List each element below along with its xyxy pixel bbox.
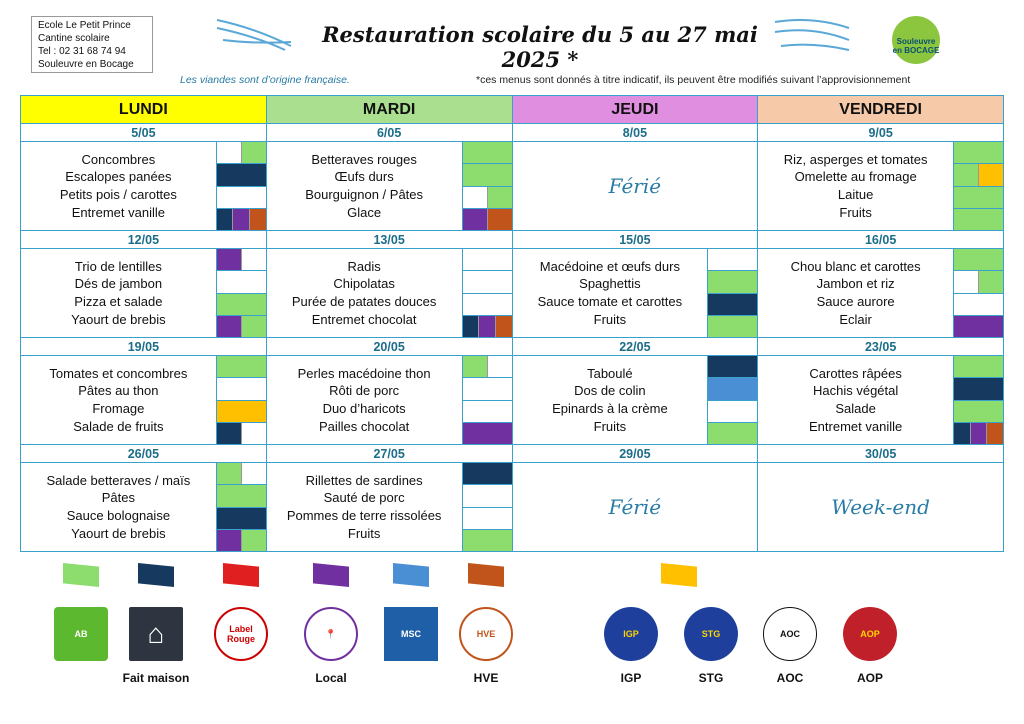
dish-item: Concombres (81, 151, 156, 167)
label-color-tags (216, 142, 266, 230)
dish-item: Yaourt de brebis (71, 311, 166, 327)
dish-item: Macédoine et œufs durs (539, 258, 680, 274)
label-tag-bio (954, 401, 1003, 422)
dish-item: Betteraves rouges (311, 151, 417, 167)
menu-cell (266, 249, 512, 338)
label-tag-white (217, 378, 266, 399)
dish-item: Fruits (593, 311, 627, 327)
label-tag-hve (495, 316, 512, 337)
dish-item: Eclair (839, 311, 872, 327)
legend-label: HVE (473, 671, 499, 685)
label-tag-white (463, 271, 512, 292)
dish-item: Chipolatas (333, 276, 395, 292)
label-tag-bio (217, 463, 241, 484)
label-tag-bio (954, 356, 1003, 377)
label-tag-white (217, 271, 266, 292)
date-cell: 27/05 (266, 445, 512, 463)
label-color-tags (216, 463, 266, 551)
dish-item: Fromage (92, 401, 145, 416)
label-tag-white (463, 249, 512, 270)
legend-flag (223, 563, 259, 587)
meat-origin-note: Les viandes sont d’origine française. (180, 74, 350, 86)
label-color-tags (462, 142, 512, 230)
label-color-tags (953, 142, 1003, 230)
menu-cell (512, 356, 758, 445)
menu-cell (758, 463, 1004, 552)
label-tag-white (708, 249, 757, 270)
label-color-tags (707, 356, 757, 444)
legend-label: AOP (856, 671, 883, 685)
menu-cell (758, 142, 1004, 231)
dish-item: Pâtes (101, 490, 135, 506)
label-tag-bio (954, 249, 1003, 270)
label-tag-bio (978, 271, 1003, 292)
label-tag-bio (217, 485, 266, 506)
dish-item: Rillettes de sardines (305, 472, 423, 488)
label-tag-msc (708, 378, 757, 399)
menu-table (20, 95, 1004, 552)
label-tag-hve (487, 209, 512, 230)
dish-item: Pommes de terre rissolées (286, 508, 442, 523)
dish-item: Pizza et salade (74, 294, 163, 309)
day-header-thursday: JEUDI (512, 96, 758, 124)
label-tag-white (708, 401, 757, 422)
menu-cell (21, 249, 267, 338)
dish-item: Sauce aurore (816, 294, 895, 309)
certification-logo-icon: Label Rouge (214, 607, 268, 661)
dish-item: Entremet chocolat (311, 311, 417, 327)
date-cell: 30/05 (758, 445, 1004, 463)
menu-cell (21, 142, 267, 231)
label-tag-local (217, 530, 241, 551)
dish-list (267, 142, 462, 230)
dish-list (21, 356, 216, 444)
menu-cell (512, 249, 758, 338)
label-tag-igp (217, 401, 266, 422)
dish-item: Salade (835, 401, 876, 416)
label-tag-maison (217, 423, 241, 444)
label-tag-local (954, 316, 1003, 337)
date-cell: 20/05 (266, 338, 512, 356)
date-cell: 26/05 (21, 445, 267, 463)
dish-item: Perles macédoine thon (297, 365, 431, 381)
menu-cell (758, 356, 1004, 445)
legend-item (830, 563, 910, 685)
label-tag-hve (249, 209, 266, 230)
dish-item: Chou blanc et carottes (790, 258, 921, 274)
label-tag-white (487, 356, 512, 377)
wave-decoration-right (773, 14, 853, 54)
label-tag-bio (487, 187, 512, 208)
legend-flag (313, 563, 349, 587)
label-tag-bio (217, 294, 266, 315)
school-info-box (31, 16, 153, 73)
label-tag-white (217, 142, 241, 163)
school-phone: Tel : 02 31 68 74 94 (38, 46, 126, 57)
dish-item: Sauce bolognaise (66, 508, 171, 523)
dish-item: Tomates et concombres (49, 365, 188, 381)
label-tag-bio (954, 209, 1003, 230)
label-tag-white (217, 187, 266, 208)
menu-cell (266, 142, 512, 231)
label-tag-local (463, 423, 512, 444)
label-tag-maison (463, 463, 512, 484)
label-tag-bio (708, 316, 757, 337)
label-tag-bio (463, 142, 512, 163)
dish-item: Pâtes au thon (78, 383, 159, 399)
dish-list (21, 463, 216, 551)
label-color-tags (462, 249, 512, 337)
date-cell: 16/05 (758, 231, 1004, 249)
label-tag-bio (708, 423, 757, 444)
label-color-tags (462, 356, 512, 444)
dish-list (21, 142, 216, 230)
legend-label: AOC (776, 671, 804, 685)
menu-cell (512, 463, 758, 552)
school-town: Souleuvre en Bocage (38, 59, 134, 70)
legend-item (201, 563, 281, 661)
dish-item: Pailles chocolat (318, 418, 410, 434)
date-cell: 6/05 (266, 124, 512, 142)
dish-item: Salade de fruits (73, 418, 164, 434)
dish-item: Hachis végétal (812, 383, 899, 399)
label-color-tags (216, 356, 266, 444)
menu-cell (512, 142, 758, 231)
label-tag-white (241, 249, 266, 270)
label-tag-maison (463, 316, 479, 337)
dish-item: Bourguignon / Pâtes (305, 187, 424, 202)
dish-item: Petits pois / carottes (59, 187, 177, 202)
label-tag-maison (954, 378, 1003, 399)
label-color-tags (953, 249, 1003, 337)
label-tag-local (463, 209, 487, 230)
certification-logo-icon: AB (54, 607, 108, 661)
dish-item: Trio de lentilles (74, 258, 162, 274)
label-tag-bio (954, 142, 1003, 163)
dish-item: Fruits (347, 525, 381, 541)
label-tag-white (463, 485, 512, 506)
dish-item: Epinards à la crème (552, 401, 668, 416)
dish-item: Glace (347, 204, 382, 220)
legend-item (750, 563, 830, 685)
school-subtitle: Cantine scolaire (38, 33, 110, 44)
label-color-tags (216, 249, 266, 337)
dish-item: Omelette au fromage (794, 169, 917, 185)
legend-item (446, 563, 526, 685)
label-tag-maison (217, 508, 266, 529)
legend-label: Fait maison (122, 671, 190, 685)
menu-cell (21, 356, 267, 445)
dish-item: Œufs durs (334, 169, 394, 185)
label-tag-white (954, 294, 1003, 315)
dish-item: Sauté de porc (323, 490, 405, 506)
label-tag-igp (978, 164, 1003, 185)
legend-flag (661, 563, 697, 587)
dish-list (21, 249, 216, 337)
date-cell: 19/05 (21, 338, 267, 356)
legend-flag (468, 563, 504, 587)
label-tag-maison (708, 294, 757, 315)
label-tag-bio (241, 142, 266, 163)
dish-item: Spaghettis (579, 276, 641, 292)
dish-item: Taboulé (587, 365, 633, 381)
certification-logo-icon: AOC (763, 607, 817, 661)
label-tag-bio (954, 164, 978, 185)
legend-item (671, 563, 751, 685)
page-title: Restauration scolaire du 5 au 27 mai 2025 * (322, 22, 758, 72)
school-name: Ecole Le Petit Prince (38, 20, 131, 31)
legend-flag (393, 563, 429, 587)
legend-flag (138, 563, 174, 587)
label-tag-hve (986, 423, 1003, 444)
label-tag-white (463, 508, 512, 529)
label-tag-local (478, 316, 495, 337)
date-cell: 13/05 (266, 231, 512, 249)
label-tag-white (463, 378, 512, 399)
day-header-tuesday: MARDI (266, 96, 512, 124)
certification-logo-icon: AOP (843, 607, 897, 661)
dish-list (267, 356, 462, 444)
label-tag-white (463, 401, 512, 422)
legend-label: Local (315, 671, 347, 685)
label-tag-local (217, 249, 241, 270)
dish-item: Fruits (839, 204, 872, 220)
certification-logo-icon: IGP (604, 607, 658, 661)
label-tag-local (970, 423, 987, 444)
certification-logo-icon: STG (684, 607, 738, 661)
label-tag-bio (241, 530, 266, 551)
dish-item: Dés de jambon (74, 276, 163, 292)
day-header-monday: LUNDI (21, 96, 267, 124)
dish-item: Laitue (837, 187, 874, 202)
label-tag-white (463, 294, 512, 315)
dish-item: Rôti de porc (329, 383, 400, 399)
dish-item: Radis (347, 258, 381, 274)
special-day-label: Férié (608, 495, 662, 519)
date-cell: 9/05 (758, 124, 1004, 142)
menu-cell (266, 463, 512, 552)
dish-item: Fruits (593, 418, 627, 434)
legend-label: STG (698, 671, 724, 685)
label-color-tags (462, 463, 512, 551)
souleuvre-logo: Souleuvre en BOCAGE (892, 16, 940, 64)
legend-item (291, 563, 371, 685)
dish-item: Dos de colin (574, 383, 646, 399)
legend-item (41, 563, 121, 661)
label-tag-white (241, 463, 266, 484)
disclaimer-note: *ces menus sont donnés à titre indicatif, ils peuvent être modifiés suivant l’approvisionnement (476, 74, 911, 86)
dish-list (513, 249, 708, 337)
dish-list (267, 463, 462, 551)
dish-item: Escalopes panées (65, 169, 172, 185)
date-cell: 5/05 (21, 124, 267, 142)
special-day-label: Férié (608, 174, 662, 198)
legend-item (591, 563, 671, 685)
label-tag-maison (217, 164, 266, 185)
label-tag-local (232, 209, 249, 230)
label-tag-bio (217, 356, 266, 377)
date-cell: 29/05 (512, 445, 758, 463)
legend-label: IGP (620, 671, 642, 685)
dish-item: Purée de patates douces (291, 294, 437, 309)
label-tag-bio (954, 187, 1003, 208)
menu-cell (21, 463, 267, 552)
menu-cell (266, 356, 512, 445)
legend-msc (371, 563, 451, 661)
date-cell: 22/05 (512, 338, 758, 356)
dish-item: Jambon et riz (816, 276, 895, 292)
label-tag-maison (954, 423, 970, 444)
dish-item: Duo d’haricots (322, 401, 406, 416)
date-cell: 15/05 (512, 231, 758, 249)
label-color-tags (953, 356, 1003, 444)
date-cell: 8/05 (512, 124, 758, 142)
date-cell: 23/05 (758, 338, 1004, 356)
label-tag-white (241, 423, 266, 444)
dish-list (758, 142, 953, 230)
dish-list (758, 249, 953, 337)
certification-logo-icon: 📍 (304, 607, 358, 661)
certification-logo-icon: ⌂ (129, 607, 183, 661)
legend-flag (63, 563, 99, 587)
legend-item (116, 563, 196, 685)
dish-list (267, 249, 462, 337)
label-tag-white (463, 187, 487, 208)
special-day-label: Week-end (831, 495, 930, 519)
label-tag-maison (217, 209, 233, 230)
certification-logo-icon: HVE (459, 607, 513, 661)
dish-list (513, 356, 708, 444)
label-tag-bio (463, 164, 512, 185)
msc-logo-icon: MSC (384, 607, 438, 661)
day-header-friday: VENDREDI (758, 96, 1004, 124)
menu-cell (758, 249, 1004, 338)
label-tag-bio (463, 530, 512, 551)
dish-item: Riz, asperges et tomates (783, 151, 928, 167)
label-tag-bio (241, 316, 266, 337)
dish-item: Carottes râpées (809, 365, 902, 381)
wave-decoration-left (215, 12, 295, 52)
label-tag-bio (708, 271, 757, 292)
dish-item: Yaourt de brebis (71, 525, 166, 541)
dish-item: Entremet vanille (809, 418, 903, 434)
label-color-tags (707, 249, 757, 337)
dish-list (758, 356, 953, 444)
label-tag-maison (708, 356, 757, 377)
label-tag-local (217, 316, 241, 337)
label-tag-bio (463, 356, 487, 377)
dish-item: Sauce tomate et carottes (537, 294, 683, 309)
date-cell: 12/05 (21, 231, 267, 249)
dish-item: Entremet vanille (71, 204, 165, 220)
dish-item: Salade betteraves / maïs (46, 472, 191, 488)
label-tag-white (954, 271, 978, 292)
